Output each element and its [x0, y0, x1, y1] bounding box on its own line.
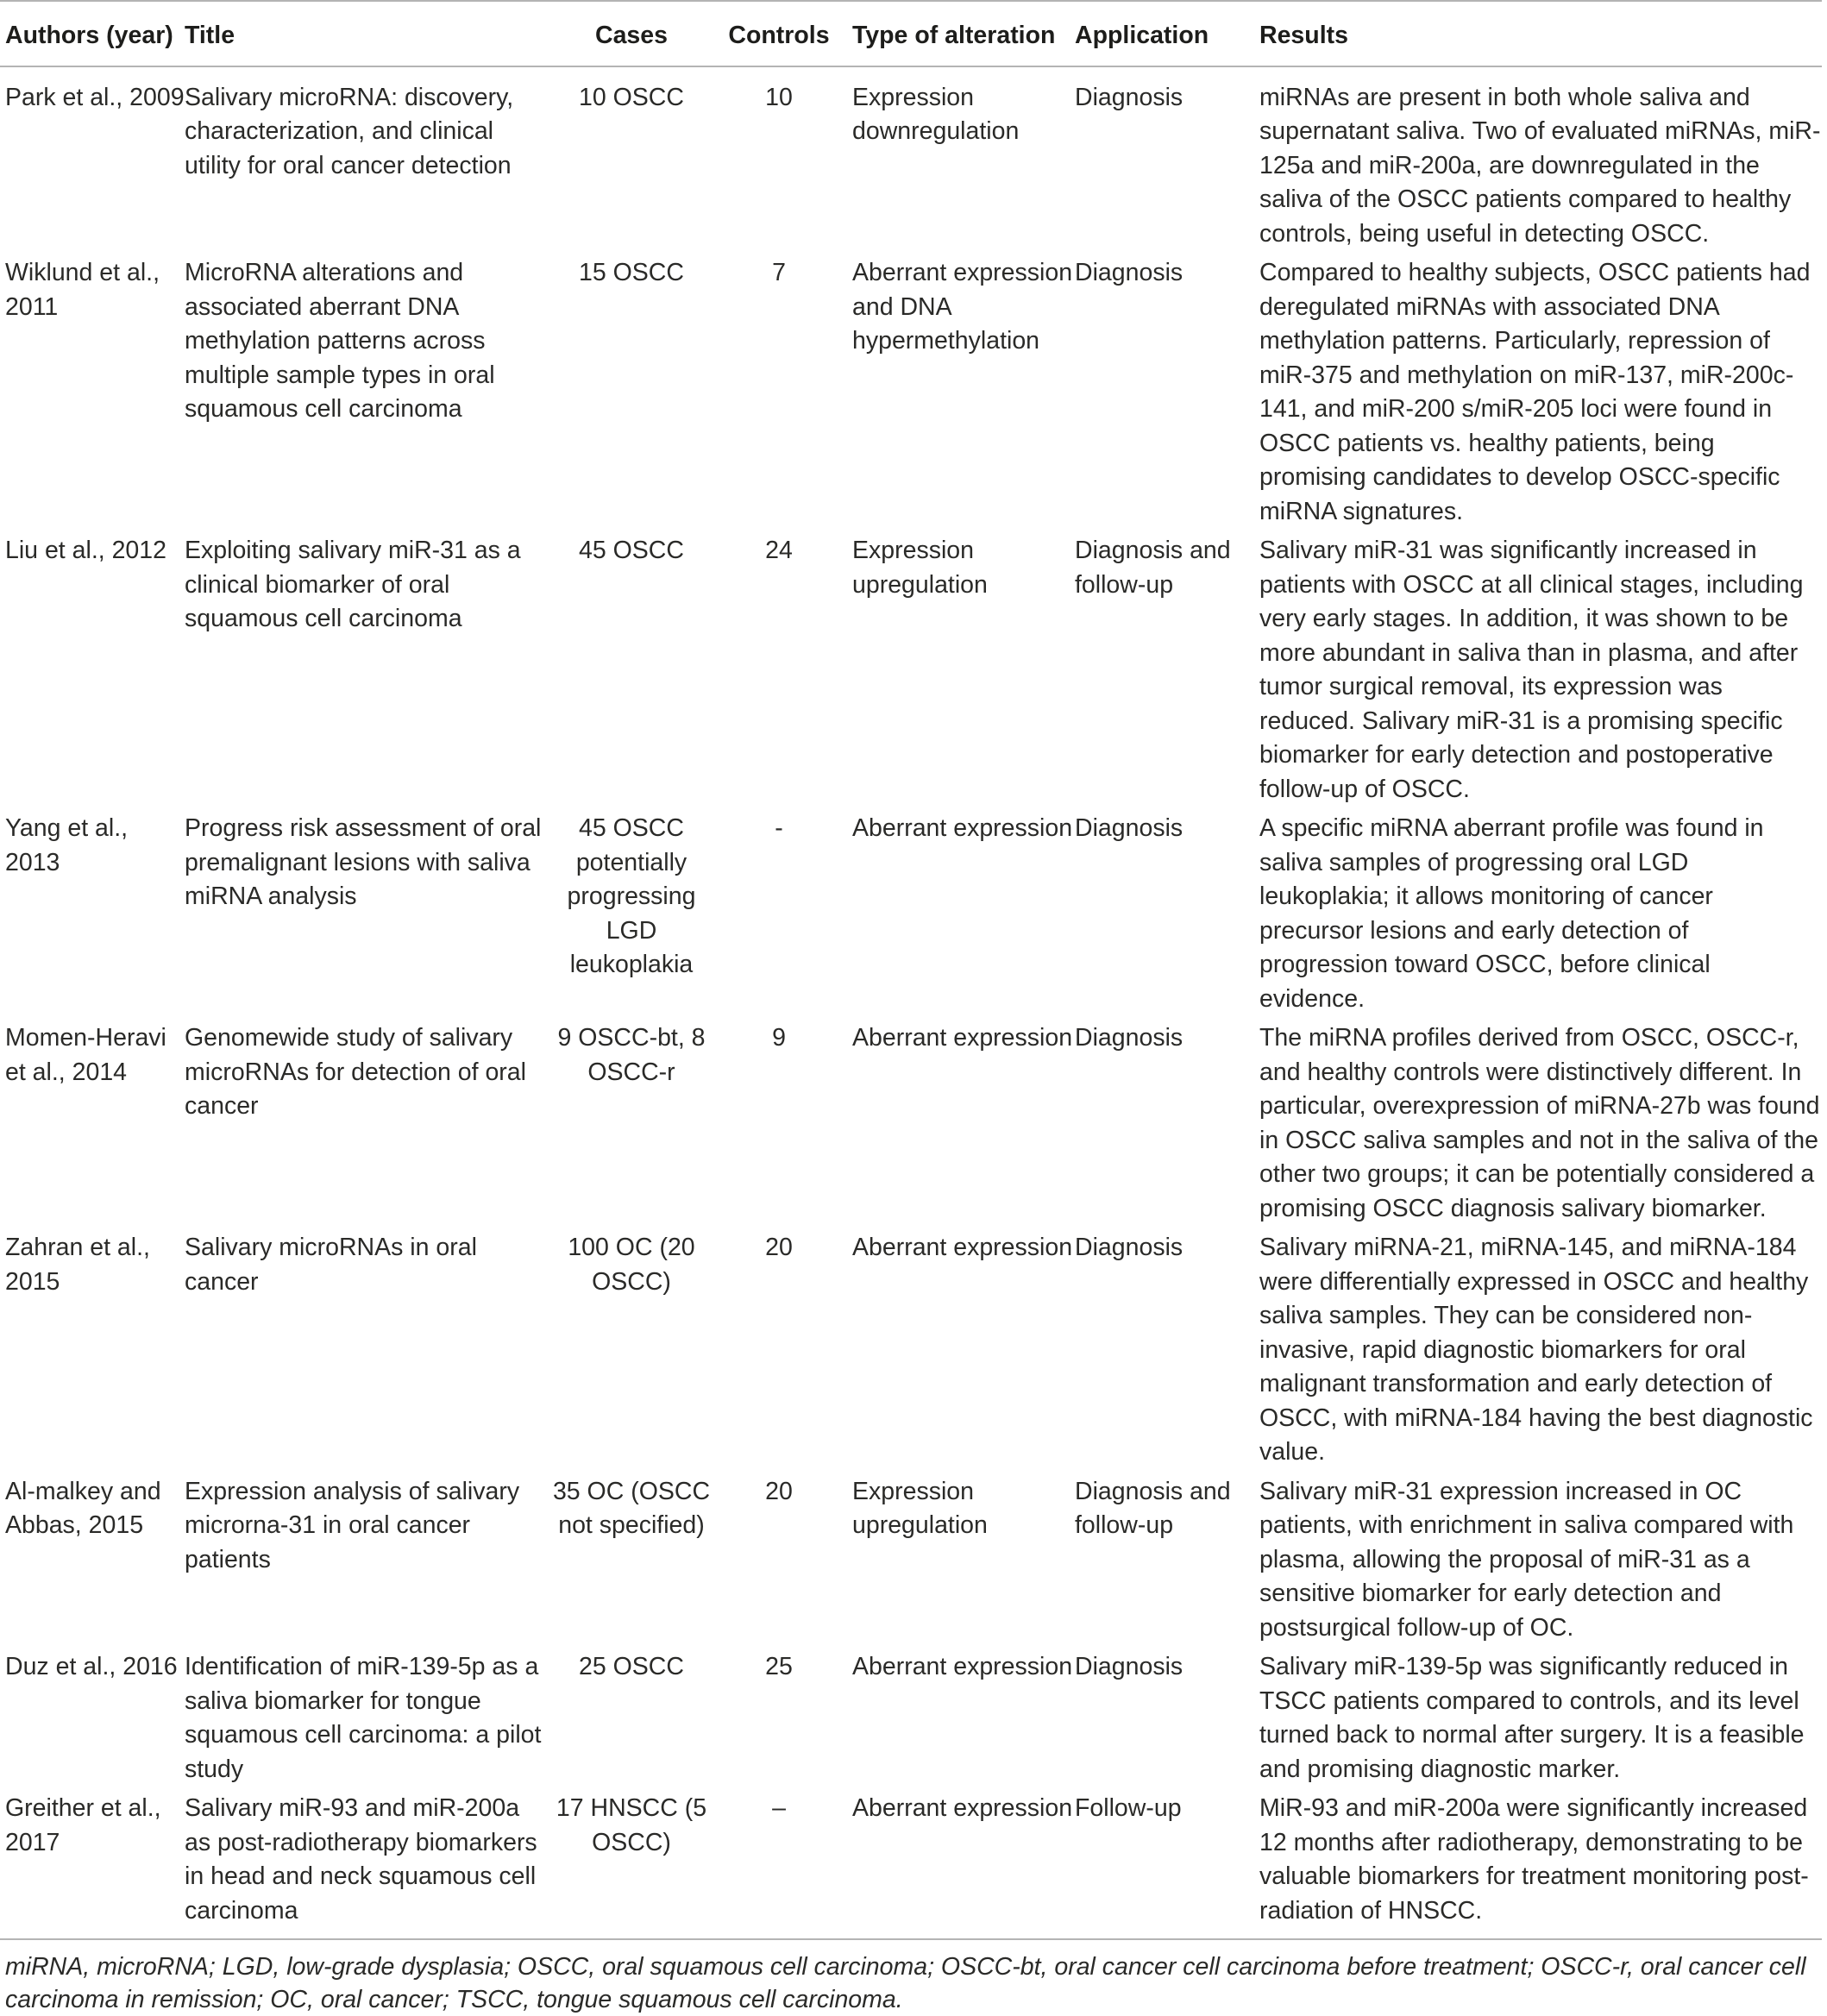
cell-results: Salivary miR-31 was significantly increased in patients with OSCC at all clinical stages, including very early stages. In addition, it was shown to be more abundant in saliva than in plasma, and after tumor surgical removal, its expression was reduced. Salivary miR-31 is a promising specific biomarker for early detection and postoperative follow-up of OSCC. [1259, 537, 1804, 803]
cell-application: Diagnosis [1075, 1653, 1183, 1680]
cell-controls: 9 [772, 1024, 786, 1052]
cell-cases: 45 OSCC [579, 537, 684, 564]
cell-application: Diagnosis [1075, 814, 1183, 842]
cell-title: Exploiting salivary miR-31 as a clinical biomarker of oral squamous cell carcinoma [185, 537, 521, 632]
table-row [0, 808, 1822, 1018]
cell-results: miRNAs are present in both whole saliva and supernatant saliva. Two of evaluated miRNAs, miR-125a and miR-200a, are downregulated in the saliva of the OSCC patients compared to healthy controls, being useful in detecting OSCC. [1259, 83, 1821, 248]
cell-cases: 100 OC (20 OSCC) [568, 1234, 695, 1296]
cell-cases: 25 OSCC [579, 1653, 684, 1680]
cell-type: Aberrant expression [852, 1024, 1073, 1052]
table-row [0, 1018, 1822, 1228]
cell-cases: 45 OSCC potentially progressing LGD leukoplakia [567, 814, 696, 978]
table-row [0, 66, 1822, 254]
cell-title: Expression analysis of salivary microrna-31 in oral cancer patients [185, 1477, 520, 1573]
cell-title: Genomewide study of salivary microRNAs for detection of oral cancer [185, 1024, 526, 1120]
table-row [0, 253, 1822, 531]
header-authors: Authors (year) [0, 1, 185, 66]
cell-type: Aberrant expression [852, 1234, 1073, 1261]
cell-controls: - [775, 814, 783, 842]
header-application: Application [1075, 1, 1259, 66]
cell-cases: 10 OSCC [579, 83, 684, 111]
cell-title: Salivary microRNA: discovery, characterization, and clinical utility for oral cancer detection [185, 83, 514, 179]
cell-results: MiR-93 and miR-200a were significantly increased 12 months after radiotherapy, demonstrating to be valuable biomarkers for treatment monitoring post-radiation of HNSCC. [1259, 1788, 1822, 1939]
cell-authors: Al-malkey and Abbas, 2015 [5, 1477, 161, 1539]
cell-type: Aberrant expression [847, 1788, 1075, 1939]
header-title: Title [185, 1, 552, 66]
cell-results: The miRNA profiles derived from OSCC, OSCC-r, and healthy controls were distinctively different. In particular, overexpression of miRNA-27b was found in OSCC saliva samples and not in the saliva of the other two groups; it can be potentially considered a promising OSCC diagnosis salivary biomarker. [1259, 1024, 1820, 1222]
cell-cases: 9 OSCC-bt, 8 OSCC-r [557, 1024, 706, 1086]
cell-controls: 20 [765, 1477, 793, 1505]
table-row [0, 1472, 1822, 1648]
cell-controls: 24 [765, 537, 793, 564]
table-row [0, 1788, 1822, 1939]
cell-type: Aberrant expression [852, 814, 1073, 842]
cell-title: Salivary miR-93 and miR-200a as post-radiotherapy biomarkers in head and neck squamous cell carcinoma [185, 1788, 552, 1939]
cell-cases: 17 HNSCC (5 OSCC) [552, 1788, 711, 1939]
cell-controls: 7 [772, 259, 786, 286]
table-body [0, 66, 1822, 1940]
cell-authors: Zahran et al., 2015 [5, 1234, 150, 1296]
cell-application: Diagnosis and follow-up [1075, 537, 1231, 599]
cell-application: Diagnosis and follow-up [1075, 1477, 1231, 1539]
cell-results: Salivary miR-139-5p was significantly reduced in TSCC patients compared to controls, and its level turned back to normal after surgery. It is a feasible and promising diagnostic marker. [1259, 1653, 1805, 1783]
cell-type: Expression upregulation [852, 1477, 988, 1539]
cell-authors: Duz et al., 2016 [5, 1653, 178, 1680]
cell-title: MicroRNA alterations and associated aberrant DNA methylation patterns across multiple sample types in oral squamous cell carcinoma [185, 259, 495, 423]
cell-application: Diagnosis [1075, 1234, 1183, 1261]
cell-results: Salivary miRNA-21, miRNA-145, and miRNA-184 were differentially expressed in OSCC and healthy saliva samples. They can be considered non-invasive, rapid diagnostic biomarkers for oral malignant transformation and early detection of OSCC, with miRNA-184 having the best diagnostic value. [1259, 1234, 1813, 1466]
cell-title: Progress risk assessment of oral premalignant lesions with saliva miRNA analysis [185, 814, 542, 910]
cell-results: Salivary miR-31 expression increased in OC patients, with enrichment in saliva compared with plasma, allowing the proposal of miR-31 as a sensitive biomarker for early detection and postsurgical follow-up of OC. [1259, 1477, 1794, 1642]
header-row [0, 1, 1822, 66]
cell-type: Aberrant expression and DNA hypermethylation [852, 259, 1073, 355]
cell-results: A specific miRNA aberrant profile was found in saliva samples of progressing oral LGD leukoplakia; it allows monitoring of cancer precursor lesions and early detection of progression toward OSCC, before clinical evidence. [1259, 814, 1764, 1013]
cell-authors: Park et al., 2009 [5, 83, 185, 111]
table-row [0, 531, 1822, 808]
cell-type: Expression upregulation [852, 537, 988, 599]
cell-results: Compared to healthy subjects, OSCC patients had deregulated miRNAs with associated DNA methylation patterns. Particularly, repression of miR-375 and methylation on miR-137, miR-200c-141, and miR-200 s/miR-205 loci were found in OSCC patients vs. healthy patients, being promising candidates to develop OSCC-specific miRNA signatures. [1259, 259, 1811, 525]
cell-title: Identification of miR-139-5p as a saliva biomarker for tongue squamous cell carcinoma: a pilot study [185, 1653, 542, 1783]
cell-application: Follow-up [1075, 1788, 1259, 1939]
cell-controls: 25 [765, 1653, 793, 1680]
header-cases: Cases [552, 1, 711, 66]
table-footnote: miRNA, microRNA; LGD, low-grade dysplasia; OSCC, oral squamous cell carcinoma; OSCC-bt, oral cancer cell carcinoma before treatment; OSCC-r, oral cancer cell carcinoma in remission; OC, oral cancer; TSCC, tongue squamous cell carcinoma. [5, 1953, 1806, 2013]
cell-application: Diagnosis [1075, 83, 1183, 111]
cell-authors: Greither et al., 2017 [0, 1788, 185, 1939]
table-row [0, 1647, 1822, 1788]
cell-authors: Momen-Heravi et al., 2014 [5, 1024, 166, 1086]
cell-controls: – [711, 1788, 847, 1939]
cell-application: Diagnosis [1075, 1024, 1183, 1052]
cell-type: Aberrant expression [852, 1653, 1073, 1680]
cell-cases: 15 OSCC [579, 259, 684, 286]
cell-authors: Yang et al., 2013 [5, 814, 129, 876]
table-row [0, 1228, 1822, 1472]
cell-cases: 35 OC (OSCC not specified) [552, 1477, 711, 1539]
cell-type: Expression downregulation [852, 83, 1020, 145]
cell-authors: Wiklund et al., 2011 [5, 259, 160, 321]
cell-authors: Liu et al., 2012 [5, 537, 166, 564]
cell-title: Salivary microRNAs in oral cancer [185, 1234, 477, 1296]
header-type: Type of alteration [847, 1, 1075, 66]
cell-controls: 20 [765, 1234, 793, 1261]
header-results: Results [1259, 1, 1822, 66]
table-header [0, 1, 1822, 66]
cell-application: Diagnosis [1075, 259, 1183, 286]
cell-controls: 10 [765, 83, 793, 111]
header-controls: Controls [711, 1, 847, 66]
